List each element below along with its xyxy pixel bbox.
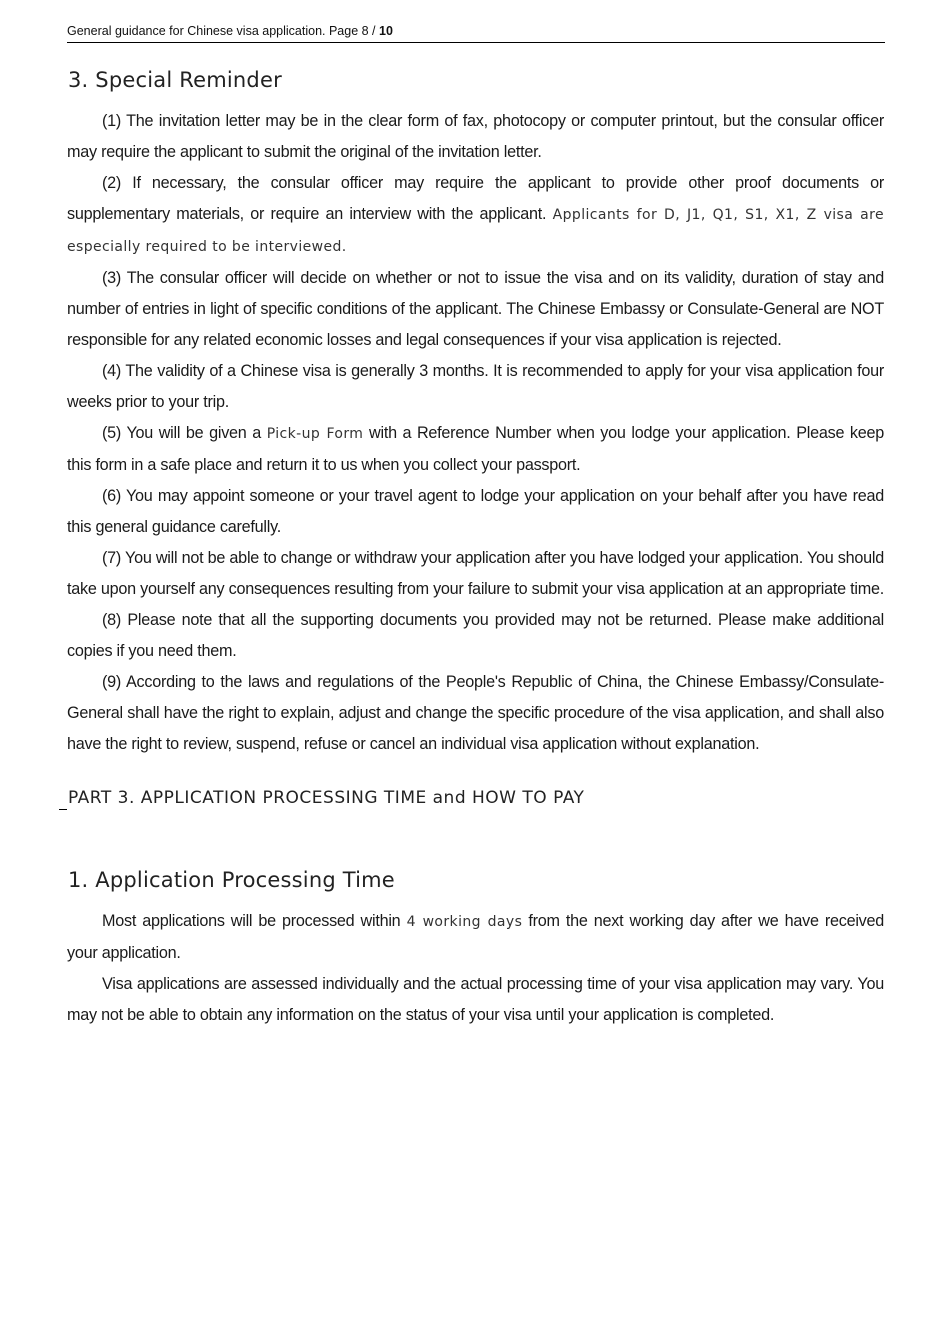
reminder-item-7-text: (7) You will not be able to change or withdraw your application after you have lodged your application. You should take upon yourself any consequences resulting from your failure to submit your visa application at an appropriate time. [67, 549, 884, 598]
processing-text-a: Most applications will be processed within [102, 912, 407, 930]
reminder-item-1-text: (1) The invitation letter may be in the clear form of fax, photocopy or computer printout, but the consular officer may require the applicant to submit the original of the invitation letter. [67, 112, 884, 161]
reminder-item-9 [67, 667, 884, 760]
document-body [67, 60, 884, 1031]
reminder-item-5-text-b: with a Reference Number when you lodge your application. Please keep this form in a safe place and return it to us when you collect your passport. [67, 424, 885, 474]
header-text: General guidance for Chinese visa application. Page 8 / [67, 24, 379, 38]
reminder-item-1 [67, 106, 884, 168]
special-reminder-heading: 3. Special Reminder [68, 68, 282, 92]
part3-heading [68, 786, 884, 810]
header-total-pages: 10 [379, 24, 393, 38]
reminder-item-4 [67, 356, 884, 418]
reminder-item-7 [67, 543, 884, 605]
page-header [67, 22, 885, 43]
reminder-item-4-text: (4) The validity of a Chinese visa is generally 3 months. It is recommended to apply for your visa application four weeks prior to your trip. [67, 362, 884, 411]
reminder-item-3-text: (3) The consular officer will decide on whether or not to issue the visa and on its validity, duration of stay and number of entries in light of specific conditions of the applicant. The Chinese Embassy or Consulate-General are NOT responsible for any related economic losses and legal consequences if your visa application is rejected. [67, 269, 884, 349]
pick-up-form-term: Pick-up Form [266, 426, 364, 442]
reminder-item-8 [67, 605, 884, 667]
processing-time-paragraph-1 [67, 906, 884, 969]
reminder-item-2-text: (2) If necessary, the consular officer may require the applicant to provide other proof documents or supplementary materials, or require an interview with the applicant. [67, 174, 884, 223]
reminder-item-6-text: (6) You may appoint someone or your travel agent to lodge your application on your behalf after you have read this general guidance carefully. [67, 487, 884, 536]
reminder-item-9-text: (9) According to the laws and regulations of the People's Republic of China, the Chinese Embassy/Consulate-General shall have the right to explain, adjust and change the specific procedure of the visa application, and shall also have the right to review, suspend, refuse or cancel an individual visa application without explanation. [67, 673, 884, 753]
reminder-item-3 [67, 263, 884, 356]
heading-marker [59, 809, 67, 810]
reminder-item-8-text: (8) Please note that all the supporting documents you provided may not be returned. Please make additional copies if you need them. [67, 611, 884, 660]
processing-time-heading: 1. Application Processing Time [68, 868, 395, 892]
processing-text-b: from the next working day after we have received your application. [67, 912, 885, 962]
reminder-item-5-text-a: (5) You will be given a [102, 424, 267, 442]
reminder-item-6 [67, 481, 884, 543]
processing-days-term: 4 working days [406, 914, 523, 930]
interview-requirement-note: Applicants for D, J1, Q1, S1, X1, Z visa are especially required to be interviewed. [67, 207, 884, 255]
reminder-item-5 [67, 418, 884, 481]
reminder-item-2 [67, 168, 884, 263]
part3-heading-text: PART 3. APPLICATION PROCESSING TIME and HOW TO PAY [68, 788, 585, 808]
processing-time-paragraph-2: Visa applications are assessed individually and the actual processing time of your visa application may vary. You may not be able to obtain any information on the status of your visa until your application is completed. [67, 975, 884, 1024]
